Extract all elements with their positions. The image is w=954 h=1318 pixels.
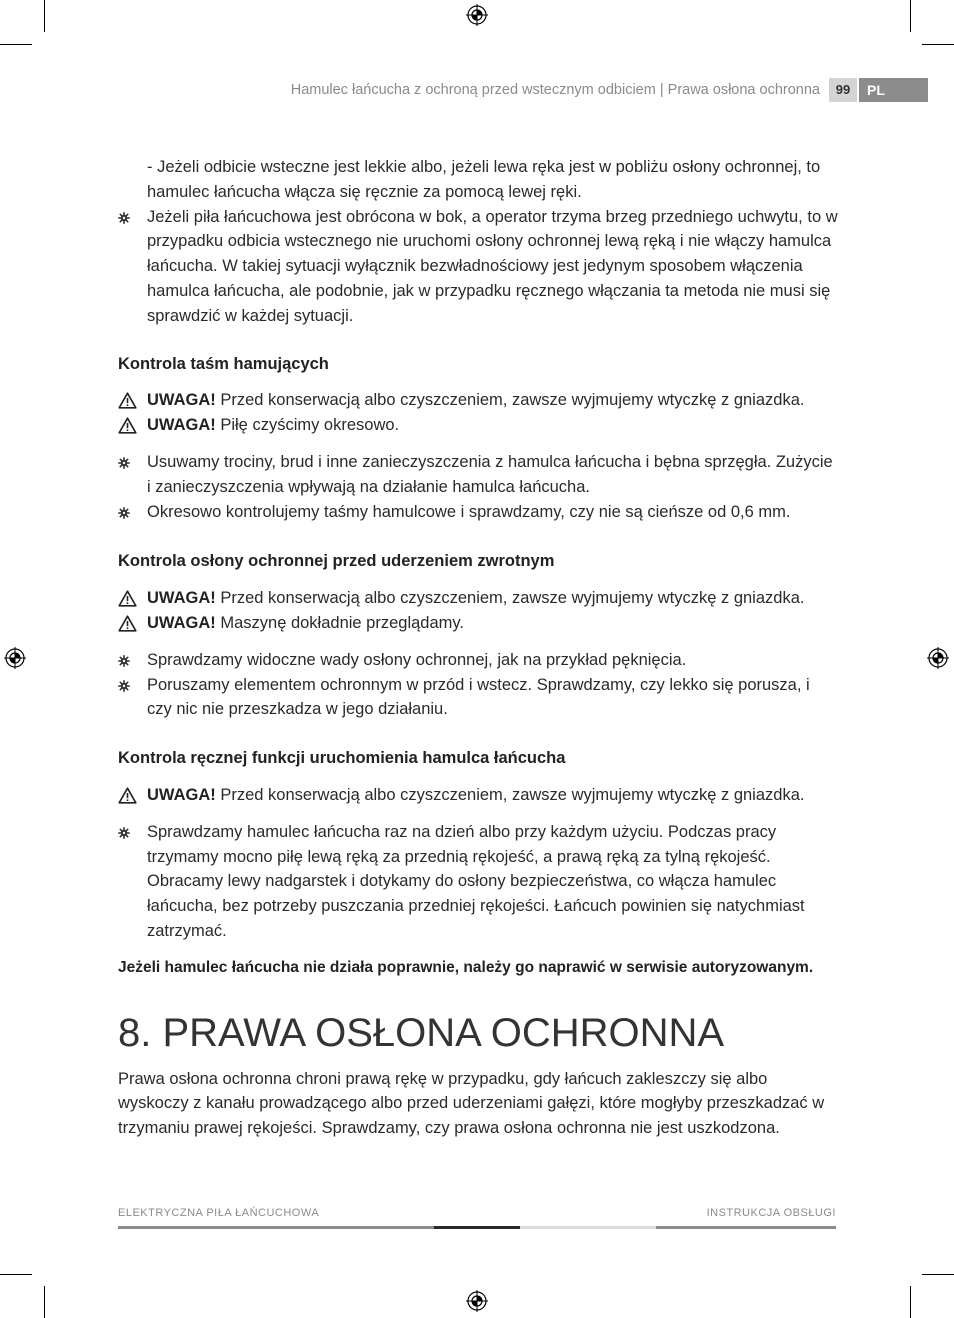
list-item (118, 205, 838, 329)
warning-text: Przed konserwacją albo czyszczeniem, zawsze wyjmujemy wtyczkę z gniazdka. (220, 589, 805, 608)
gear-bullet-icon (118, 655, 130, 667)
registration-mark-icon (466, 4, 488, 26)
section-heading: Kontrola osłony ochronnej przed uderzeniem zwrotnym (118, 552, 555, 571)
language-tab: PL (859, 78, 928, 102)
warning-label: UWAGA! (147, 613, 216, 632)
crop-mark (910, 1286, 911, 1318)
warning-text: Przed konserwacją albo czyszczeniem, zawsze wyjmujemy wtyczkę z gniazdka. (220, 391, 805, 410)
dash-item: - Jeżeli odbicie wsteczne jest lekkie albo, jeżeli lewa ręka jest w pobliżu osłony ochronnej, to hamulec łańcucha włącza się ręcznie za pomocą lewej ręki. (147, 158, 821, 201)
warning-label: UWAGA! (147, 416, 216, 435)
footer-rule (118, 1226, 434, 1229)
section-heading: Kontrola ręcznej funkcji uruchomienia hamulca łańcucha (118, 749, 566, 768)
warning-text: Piłę czyścimy okresowo. (220, 416, 400, 435)
registration-mark-icon (4, 647, 26, 669)
footer-rule (656, 1226, 836, 1229)
warning-line (118, 586, 838, 611)
gear-bullet-icon (118, 827, 130, 839)
warning-line (118, 413, 838, 438)
list-item (118, 820, 838, 944)
footer-product-name: ELEKTRYCZNA PIŁA ŁAŃCUCHOWA (118, 1207, 320, 1219)
warning-line (118, 611, 838, 636)
important-note: Jeżeli hamulec łańcucha nie działa poprawnie, należy go naprawić w serwisie autoryzowanym. (118, 958, 814, 976)
crop-mark (44, 1286, 45, 1318)
chapter-body: Prawa osłona ochronna chroni prawą rękę w przypadku, gdy łańcuch zakleszczy się albo wyskoczy z kanału prowadzącego albo przed uderzeniami gałęzi, które mogłyby przeszkadzać w trzymaniu prawej rękojeści. Sprawdzamy, czy prawa osłona ochronna nie jest uszkodzona. (118, 1069, 825, 1138)
list-item-text: Usuwamy trociny, brud i inne zanieczyszczenia z hamulca łańcucha i bębna sprzęgła. Zużycie i zanieczyszczenia wpływają na działanie hamulca łańcucha. (147, 452, 833, 496)
section-heading: Kontrola taśm hamujących (118, 354, 329, 373)
crop-mark (0, 44, 32, 45)
gear-bullet-icon (118, 507, 130, 519)
warning-label: UWAGA! (147, 785, 216, 804)
footer-doc-type: INSTRUKCJA OBSŁUGI (706, 1207, 836, 1219)
list-item (118, 450, 838, 500)
warning-text: Przed konserwacją albo czyszczeniem, zawsze wyjmujemy wtyczkę z gniazdka. (220, 785, 805, 804)
list-item-text: Poruszamy elementem ochronnym w przód i wstecz. Sprawdzamy, czy lekko się porusza, i czy nic nie przeszkadza w jego działaniu. (147, 675, 810, 719)
registration-mark-icon (466, 1290, 488, 1312)
crop-mark (0, 1274, 32, 1275)
list-item-text: Sprawdzamy hamulec łańcucha raz na dzień albo przy każdym użyciu. Podczas pracy trzymamy mocno piłę lewą ręką za przednią rękojeść, a prawą ręką za tylną rękojeść. Obracamy lewy nadgarstek i dotykamy do osłony bezpieczeństwa, co włącza hamulec łańcucha, bez potrzeby puszczania przedniej rękojeści. Łańcuch powinien się natychmiast zatrzymać. (147, 822, 805, 940)
page-header (0, 78, 954, 102)
list-item-text: Okresowo kontrolujemy taśmy hamulcowe i sprawdzamy, czy nie są cieńsze od 0,6 mm. (147, 502, 791, 521)
warning-label: UWAGA! (147, 391, 216, 410)
registration-mark-icon (927, 647, 949, 669)
warning-triangle-icon (118, 392, 137, 409)
list-item (118, 648, 838, 673)
list-item (118, 673, 838, 723)
crop-mark (910, 0, 911, 32)
warning-triangle-icon (118, 590, 137, 607)
warning-line (118, 388, 838, 413)
footer-rule (520, 1226, 656, 1229)
warning-label: UWAGA! (147, 589, 216, 608)
page-number: 99 (829, 78, 857, 102)
crop-mark (44, 0, 45, 32)
list-item-text: Jeżeli piła łańcuchowa jest obrócona w bok, a operator trzyma brzeg przedniego uchwytu, to w przypadku odbicia wstecznego nie uruchomi osłony ochronnej lewą ręką i nie włączy hamulca łańcucha. W takiej sytuacji wyłącznik bezwładnościowy jest jedynym sposobem włączenia hamulca łańcucha, ale podobnie, jak w przypadku ręcznego włączania ta metoda nie musi się sprawdzić w każdej sytuacji. (147, 207, 838, 325)
warning-triangle-icon (118, 787, 137, 804)
crop-mark (922, 44, 954, 45)
list-item-text: Sprawdzamy widoczne wady osłony ochronnej, jak na przykład pęknięcia. (147, 650, 687, 669)
footer-rule (434, 1226, 520, 1229)
warning-line (118, 783, 838, 808)
chapter-title: 8. PRAWA OSŁONA OCHRONNA (118, 1010, 725, 1055)
warning-text: Maszynę dokładnie przeglądamy. (220, 613, 465, 632)
list-item (118, 500, 838, 525)
warning-triangle-icon (118, 615, 137, 632)
main-content (118, 155, 838, 1141)
crop-mark (922, 1274, 954, 1275)
gear-bullet-icon (118, 212, 130, 224)
warning-triangle-icon (118, 417, 137, 434)
gear-bullet-icon (118, 680, 130, 692)
gear-bullet-icon (118, 457, 130, 469)
header-title: Hamulec łańcucha z ochroną przed wstecznym odbiciem | Prawa osłona ochronna (290, 82, 820, 98)
